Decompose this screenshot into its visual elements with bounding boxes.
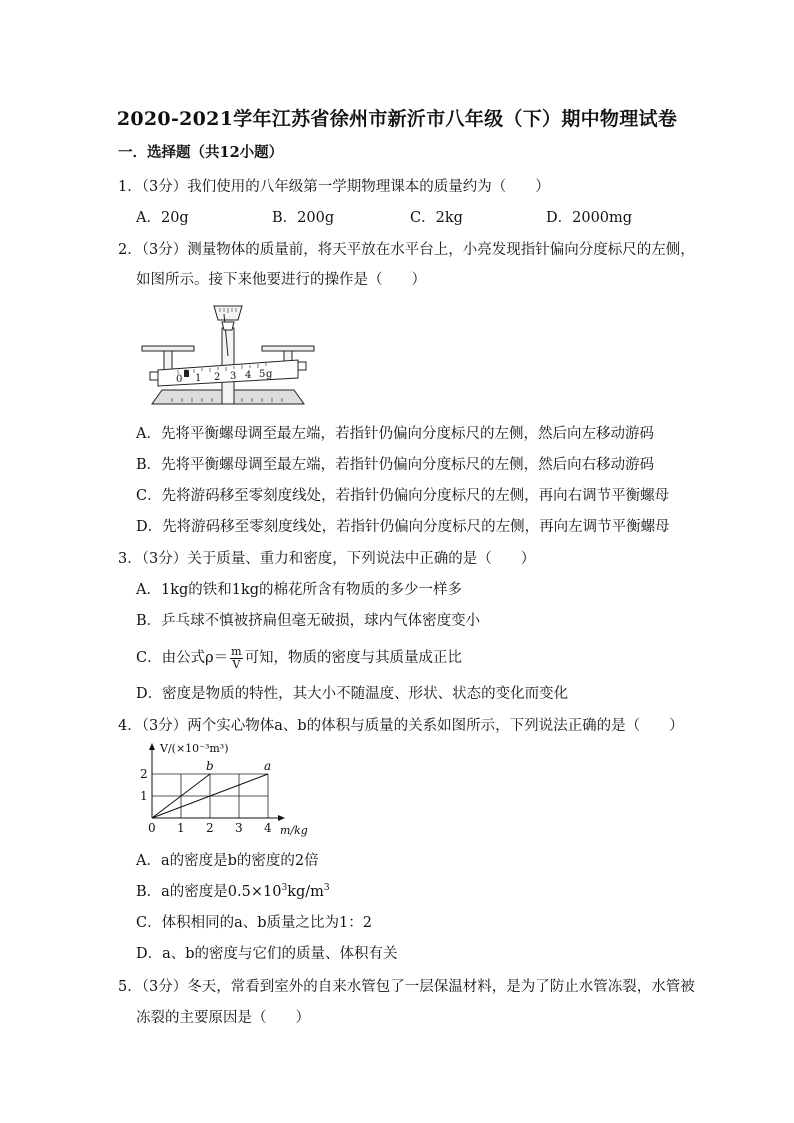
volume-mass-chart (138, 742, 318, 838)
question-3-option-c (136, 644, 462, 672)
question-2-stem-line-1: 2．（3分）测量物体的质量前，将天平放在水平台上，小亮发现指针偏向分度标尺的左侧， (118, 242, 695, 258)
beam-tick-1: 1 (195, 373, 202, 384)
question-3-stem: 3．（3分）关于质量、重力和密度，下列说法中正确的是（ ） (118, 551, 536, 567)
beam-unit: g (266, 369, 273, 380)
question-4-option-b-unit: kg/m (287, 884, 324, 900)
question-3-option-d: D．密度是物质的特性，其大小不随温度、形状、状态的变化而变化 (136, 686, 569, 702)
question-1-option-b: B．200g (272, 210, 335, 226)
question-1-option-c: C．2kg (410, 210, 463, 226)
exam-title: 2020-2021学年江苏省徐州市新沂市八年级（下）期中物理试卷 (116, 108, 678, 130)
question-2-option-c: C．先将游码移至零刻度线处，若指针仍偏向分度标尺的左侧，再向右调节平衡螺母 (136, 488, 670, 504)
x-tick-label: 2 (206, 821, 214, 835)
formula-numerator: m (231, 644, 242, 658)
question-5-stem-line-1: 5．（3分）冬天，常看到室外的自来水管包了一层保温材料，是为了防止水管冻裂，水管被 (118, 979, 695, 995)
question-3-option-b: B．乒乓球不慎被挤扁但毫无破损，球内气体密度变小 (136, 613, 481, 629)
question-4-option-b-prefix: B．a的密度是0.5×10 (136, 884, 282, 900)
exponent-2: 3 (323, 883, 330, 893)
y-tick-label: 1 (140, 789, 148, 803)
question-2-option-b: B．先将平衡螺母调至最左端，若指针仍偏向分度标尺的左侧，然后向右移动游码 (136, 457, 655, 473)
question-3-option-c-prefix: C．由公式ρ＝ (136, 650, 229, 666)
question-4-option-b (136, 882, 330, 902)
x-axis-arrow (278, 815, 285, 821)
question-4-option-a: A．a的密度是b的密度的2倍 (136, 853, 319, 869)
x-tick-label: 0 (148, 821, 156, 835)
beam-tick-0: 0 (176, 374, 183, 385)
beam-tick-2: 2 (214, 372, 221, 383)
question-2-option-d: D．先将游码移至零刻度线处，若指针仍偏向分度标尺的左侧，再向左调节平衡螺母 (136, 519, 670, 535)
beam-tick-4: 4 (245, 370, 252, 381)
density-formula-fraction (230, 646, 242, 671)
series-label-b: b (206, 759, 214, 773)
question-1-stem: 1．（3分）我们使用的八年级第一学期物理课本的质量约为（ ） (118, 179, 550, 195)
question-3-option-c-suffix: 可知，物质的密度与其质量成正比 (244, 650, 463, 666)
x-tick-label: 4 (264, 821, 272, 835)
beam-tick-5: 5 (259, 369, 266, 380)
question-2-option-a: A．先将平衡螺母调至最左端，若指针仍偏向分度标尺的左侧，然后向左移动游码 (136, 426, 654, 442)
section-heading: 一．选择题（共12小题） (118, 144, 284, 161)
question-1-option-d: D．2000mg (546, 210, 633, 226)
question-3-option-a: A．1kg的铁和1kg的棉花所含有物质的多少一样多 (136, 582, 463, 598)
question-4-option-d: D．a、b的密度与它们的质量、体积有关 (136, 946, 398, 962)
question-2-stem-line-2: 如图所示。接下来他要进行的操作是（ ） (136, 272, 426, 288)
y-axis-arrow (149, 743, 155, 750)
y-axis-label: V/(×10⁻³m³) (160, 742, 229, 755)
question-4-stem: 4．（3分）两个实心物体a、b的体积与质量的关系如图所示，下列说法正确的是（ ） (118, 718, 684, 734)
formula-denominator: V (232, 657, 241, 671)
y-tick-label: 2 (140, 767, 148, 781)
question-1-option-a: A．20g (136, 210, 189, 226)
x-axis-label: m/kg (280, 824, 308, 837)
exponent-1: 3 (281, 883, 288, 893)
x-tick-label: 1 (177, 821, 185, 835)
question-5-stem-line-2: 冻裂的主要原因是（ ） (136, 1010, 310, 1026)
beam-tick-3: 3 (230, 371, 237, 382)
balance-figure (138, 298, 318, 410)
x-tick-label: 3 (235, 821, 243, 835)
series-label-a: a (264, 759, 272, 773)
question-4-option-c: C．体积相同的a、b质量之比为1：2 (136, 915, 372, 931)
